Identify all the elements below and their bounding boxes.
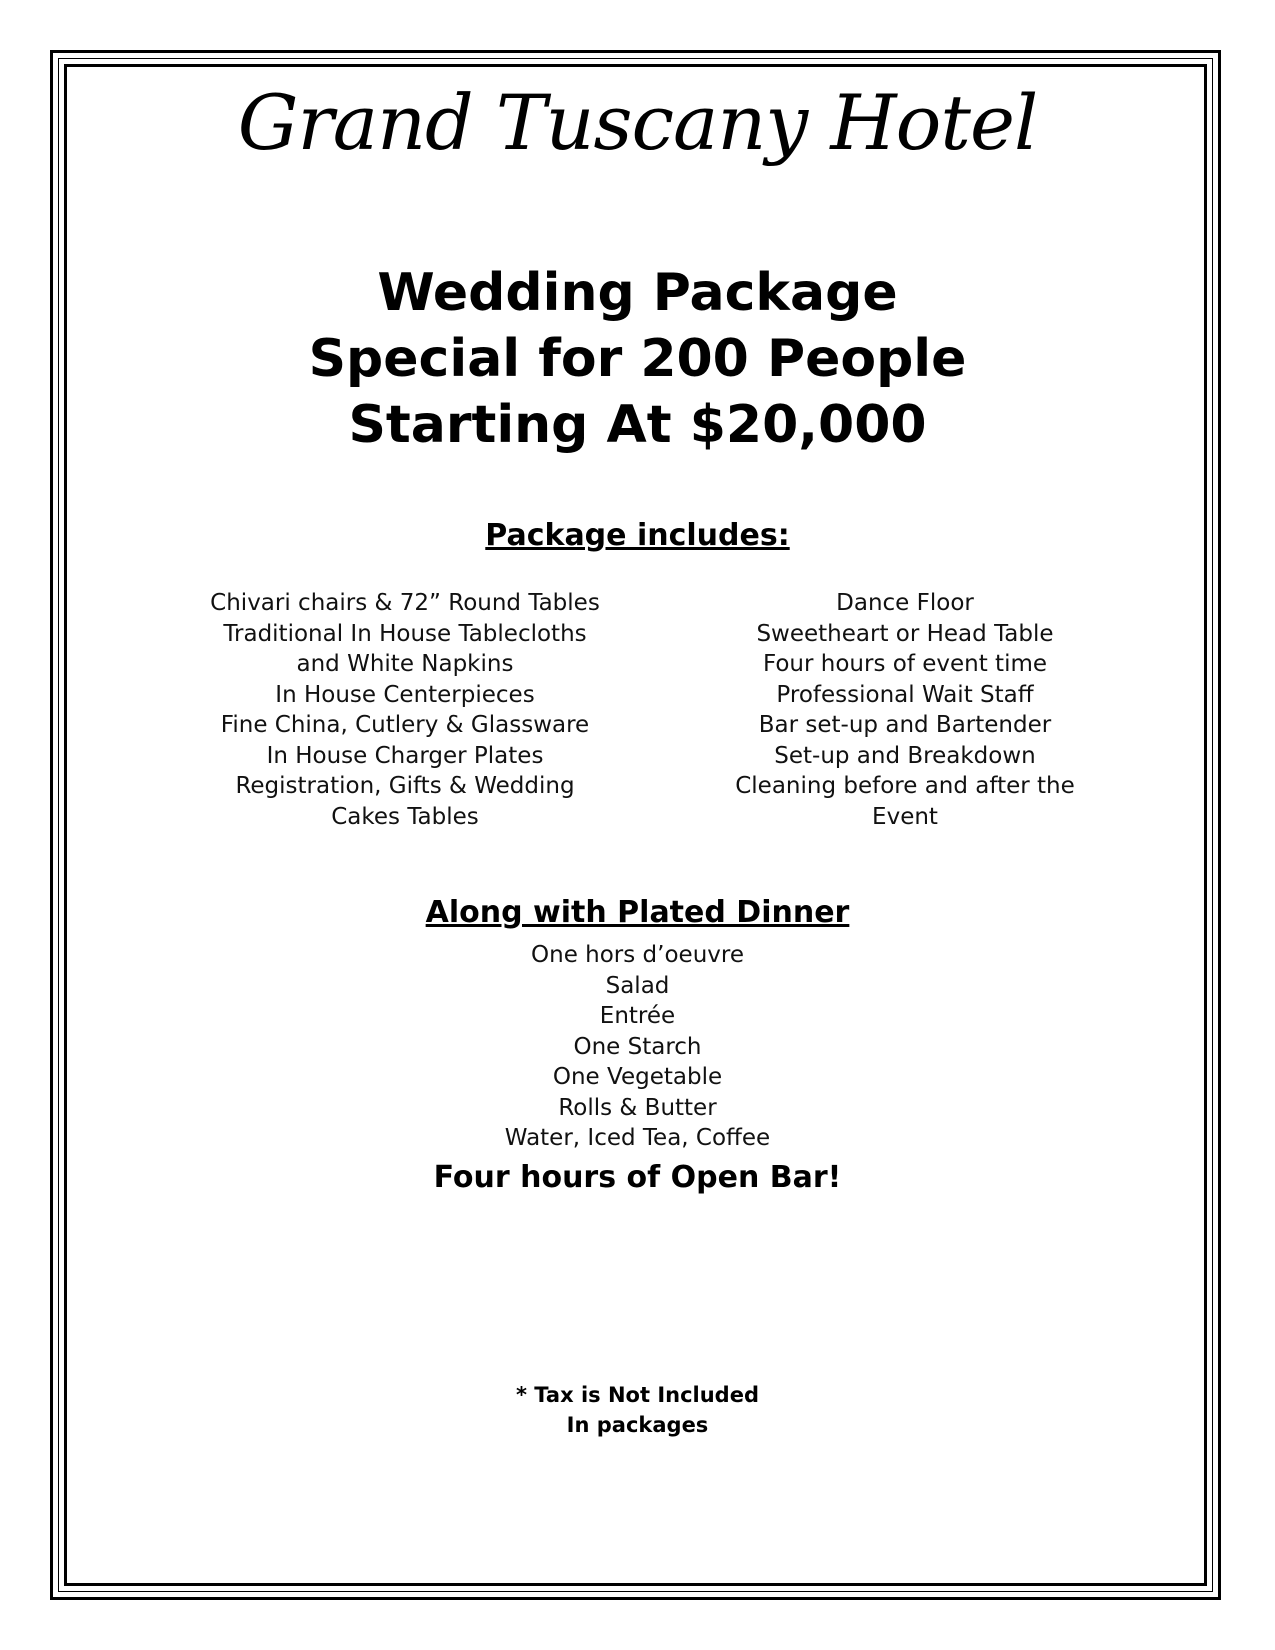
list-item: Water, Iced Tea, Coffee: [504, 1125, 771, 1151]
footnote-line-2: In packages: [566, 1413, 709, 1437]
list-item: Entrée: [599, 1003, 676, 1029]
includes-left-column: [165, 588, 645, 832]
list-item: Event: [872, 803, 938, 830]
list-item: Traditional In House Tablecloths: [223, 620, 587, 647]
list-item: Chivari chairs & 72” Round Tables: [210, 590, 600, 616]
list-item: Salad: [605, 972, 670, 999]
list-item: One hors d’oeuvre: [531, 942, 744, 968]
headline-line-3: Starting At $20,000: [348, 395, 927, 455]
headline-line-2: Special for 200 People: [308, 329, 967, 389]
footnote-line-1: * Tax is Not Included: [516, 1383, 759, 1407]
list-item: Fine China, Cutlery & Glassware: [220, 712, 590, 738]
package-includes-title: Package includes:: [485, 518, 790, 553]
list-item: Cleaning before and after the: [735, 773, 1075, 799]
list-item: Set-up and Breakdown: [774, 742, 1036, 769]
hotel-name-logo: Grand Tuscany Hotel: [237, 78, 1038, 167]
list-item: Sweetheart or Head Table: [756, 620, 1054, 647]
list-item: Professional Wait Staff: [776, 681, 1034, 708]
list-item: Dance Floor: [836, 590, 974, 616]
list-item: Four hours of event time: [762, 651, 1048, 677]
headline-line-1: Wedding Package: [377, 263, 898, 323]
dinner-items-list: [0, 940, 1275, 1154]
includes-right-column: [665, 588, 1145, 832]
list-item: In House Centerpieces: [275, 681, 535, 708]
list-item: Registration, Gifts & Wedding: [235, 773, 575, 799]
list-item: Bar set-up and Bartender: [758, 712, 1052, 738]
list-item: One Starch: [573, 1033, 702, 1060]
headline: [0, 260, 1275, 458]
list-item: Rolls & Butter: [558, 1094, 717, 1121]
list-item: One Vegetable: [552, 1064, 723, 1090]
plated-dinner-title: Along with Plated Dinner: [425, 895, 850, 930]
list-item: Cakes Tables: [331, 803, 479, 830]
list-item: In House Charger Plates: [266, 742, 544, 769]
tax-footnote: [0, 1380, 1275, 1440]
list-item: and White Napkins: [296, 651, 514, 677]
open-bar-highlight: Four hours of Open Bar!: [433, 1160, 842, 1195]
